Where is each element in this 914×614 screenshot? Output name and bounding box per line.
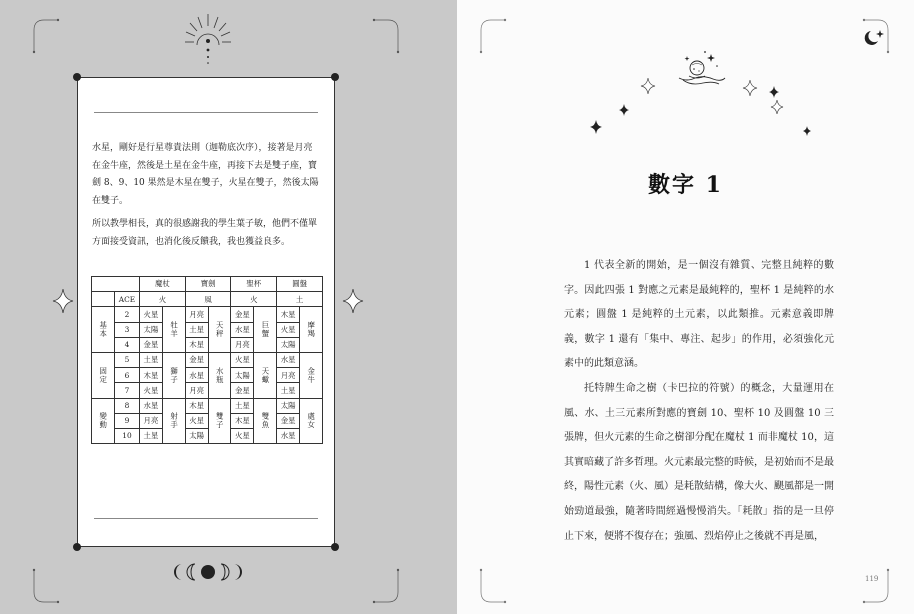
modality-cell: 變動 xyxy=(92,398,115,444)
page-title: 數字 1 xyxy=(648,172,723,198)
sign-cell: 雙魚 xyxy=(254,398,277,444)
planet-cell: 月亮 xyxy=(140,413,163,428)
planet-cell: 金星 xyxy=(185,352,208,367)
table-header-cell: 聖杯 xyxy=(231,277,277,292)
planet-cell: 太陽 xyxy=(185,428,208,443)
corner-dot xyxy=(331,543,339,551)
planet-cell: 水星 xyxy=(185,368,208,383)
planet-cell: 火星 xyxy=(185,413,208,428)
paragraph: 托特牌生命之樹（卡巴拉的符號）的概念，大量運用在風、水、土三元素所對應的寶劍 10、聖杯 10 及圓盤 10 三張牌，但火元素的生命之樹卻分配在魔杖 1 而非魔杖 10，這其實暗藏了許多哲理。火元素最完整的時候，是初始而不是最終，陽性元素（火、風）是耗散結構，像大火、颶風都是一開始勁道最強，隨著時間經過慢慢消失。「耗散」指的是一旦停止下來，便將不復存在；強風、烈焰停止之後就不再是風， xyxy=(564,382,834,542)
element-planet-table xyxy=(91,276,323,444)
number-cell: 3 xyxy=(114,322,139,337)
table-element-cell: 風 xyxy=(185,292,231,307)
number-cell: 2 xyxy=(114,307,139,322)
planet-cell: 木星 xyxy=(185,398,208,413)
table-row xyxy=(92,428,323,443)
sign-cell: 雙子 xyxy=(208,398,231,444)
planet-cell: 太陽 xyxy=(140,322,163,337)
table-row xyxy=(92,413,323,428)
number-cell: 9 xyxy=(114,413,139,428)
sparkle-icon xyxy=(641,78,655,94)
card-text xyxy=(92,140,320,257)
planet-cell: 太陽 xyxy=(277,337,300,352)
modality-cell: 基本 xyxy=(92,307,115,353)
sparkle-icon xyxy=(769,86,779,98)
corner-flourish-icon xyxy=(477,14,507,54)
planet-cell: 水星 xyxy=(140,398,163,413)
planet-cell: 水星 xyxy=(231,322,254,337)
sign-cell: 射手 xyxy=(162,398,185,444)
planet-cell: 火星 xyxy=(140,307,163,322)
planet-cell: 金星 xyxy=(231,307,254,322)
corner-flourish-icon xyxy=(30,14,60,54)
corner-dot xyxy=(331,73,339,81)
corner-flourish-icon xyxy=(372,14,402,54)
planet-cell: 水星 xyxy=(277,428,300,443)
planet-cell: 木星 xyxy=(185,337,208,352)
table-row xyxy=(92,337,323,352)
divider xyxy=(94,112,318,113)
table-element-cell: 火 xyxy=(140,292,186,307)
sparkle-icon xyxy=(743,80,757,96)
corner-flourish-icon xyxy=(477,568,507,608)
planet-cell: 土星 xyxy=(231,398,254,413)
sparkle-icon xyxy=(342,288,364,314)
table-header-row xyxy=(92,277,323,292)
planet-cell: 土星 xyxy=(277,383,300,398)
planet-cell: 土星 xyxy=(185,322,208,337)
number-cell: 8 xyxy=(114,398,139,413)
sign-cell: 水瓶 xyxy=(208,352,231,398)
divider xyxy=(94,518,318,519)
planet-cell: 金星 xyxy=(140,337,163,352)
corner-flourish-icon xyxy=(30,568,60,608)
sign-cell: 摩羯 xyxy=(300,307,323,353)
sparkle-icon xyxy=(771,100,783,114)
sparkle-icon xyxy=(52,288,74,314)
table-cell xyxy=(92,277,140,292)
table-row xyxy=(92,368,323,383)
number-cell: 10 xyxy=(114,428,139,443)
content-card xyxy=(77,77,335,547)
corner-dot xyxy=(73,73,81,81)
planet-cell: 火星 xyxy=(277,322,300,337)
planet-cell: 土星 xyxy=(140,428,163,443)
paragraph: 水星，剛好是行星尊貴法則（迦勒底次序），接著是月亮在金牛座，然後是土星在金牛座，再接下去是雙子座，寶劍 8、9、10 果然是木星在雙子，火星在雙子，然後太陽在雙子。 xyxy=(92,143,319,206)
planet-cell: 火星 xyxy=(140,383,163,398)
sign-cell: 獅子 xyxy=(162,352,185,398)
number-cell: 7 xyxy=(114,383,139,398)
planet-cell: 水星 xyxy=(277,352,300,367)
table-element-cell: 土 xyxy=(277,292,323,307)
planet-cell: 月亮 xyxy=(185,307,208,322)
sign-cell: 天蠍 xyxy=(254,352,277,398)
table-cell: ACE xyxy=(114,292,139,307)
planet-cell: 月亮 xyxy=(277,368,300,383)
planet-cell: 太陽 xyxy=(277,398,300,413)
sign-cell: 金牛 xyxy=(300,352,323,398)
modality-cell: 固定 xyxy=(92,352,115,398)
planet-cell: 火星 xyxy=(231,352,254,367)
table-header-row xyxy=(92,292,323,307)
corner-flourish-icon xyxy=(862,568,892,608)
moon-star-icon xyxy=(862,28,886,48)
hand-crystal-ball-icon xyxy=(673,48,729,94)
sign-cell: 巨蟹 xyxy=(254,307,277,353)
sign-cell: 處女 xyxy=(300,398,323,444)
planet-cell: 月亮 xyxy=(231,337,254,352)
planet-cell: 土星 xyxy=(140,352,163,367)
number-cell: 5 xyxy=(114,352,139,367)
table-row xyxy=(92,322,323,337)
page-number: 119 xyxy=(865,575,879,583)
corner-flourish-icon xyxy=(372,568,402,608)
table-header-cell: 寶劍 xyxy=(185,277,231,292)
body-text xyxy=(564,254,834,549)
planet-cell: 火星 xyxy=(231,428,254,443)
corner-dot xyxy=(73,543,81,551)
planet-cell: 木星 xyxy=(231,413,254,428)
sign-cell: 牡羊 xyxy=(162,307,185,353)
sign-cell: 天秤 xyxy=(208,307,231,353)
planet-cell: 月亮 xyxy=(185,383,208,398)
moon-phases-icon xyxy=(174,562,242,582)
table-element-cell: 火 xyxy=(231,292,277,307)
sparkle-icon xyxy=(619,104,629,116)
paragraph: 所以教學相長，真的很感謝我的學生葉子敏，他們不僅單方面接受資訊，也消化後反饋我，我也獲益良多。 xyxy=(92,219,318,247)
planet-cell: 金星 xyxy=(231,383,254,398)
planet-cell: 太陽 xyxy=(231,368,254,383)
number-cell: 4 xyxy=(114,337,139,352)
table-row xyxy=(92,383,323,398)
sparkle-icon xyxy=(803,126,811,136)
table-row xyxy=(92,307,323,322)
table-row xyxy=(92,398,323,413)
right-page xyxy=(457,0,914,614)
sun-ornament-icon xyxy=(183,12,233,67)
planet-cell: 金星 xyxy=(277,413,300,428)
paragraph: 1 代表全新的開始，是一個沒有雜質、完整且純粹的數字。因此四張 1 對應之元素是最純粹的，聖杯 1 是純粹的水元素；圓盤 1 是純粹的土元素，以此類推。元素意義即牌義，數字 1 還有「集中、專注、起步」的作用，必須強化元素中的此類意涵。 xyxy=(564,260,834,370)
table-header-cell: 圓盤 xyxy=(277,277,323,292)
table-row xyxy=(92,352,323,367)
planet-cell: 木星 xyxy=(277,307,300,322)
planet-cell: 木星 xyxy=(140,368,163,383)
number-cell: 6 xyxy=(114,368,139,383)
sparkle-icon xyxy=(590,120,602,134)
table-cell xyxy=(92,292,115,307)
table-header-cell: 魔杖 xyxy=(140,277,186,292)
